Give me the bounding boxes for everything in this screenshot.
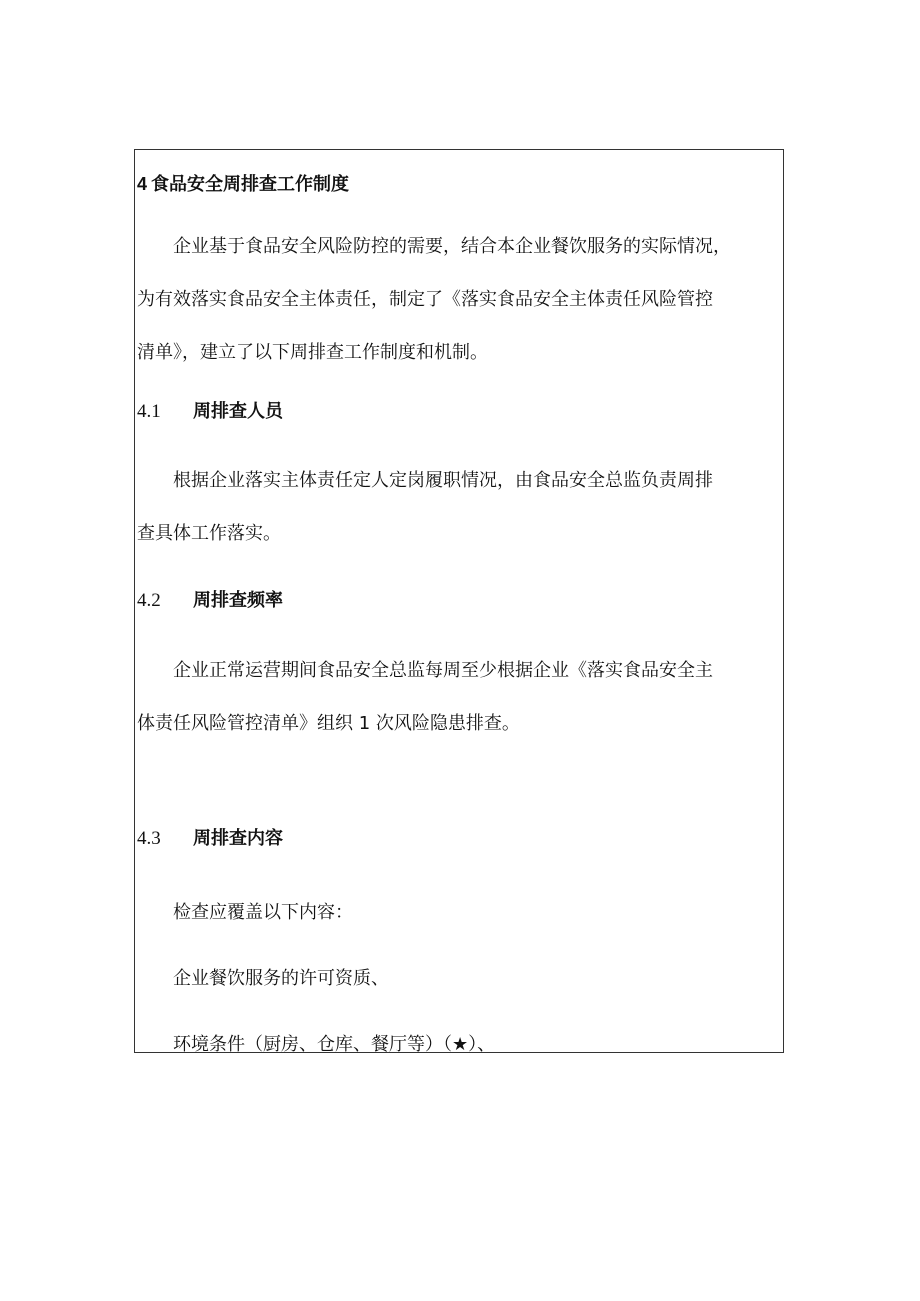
section-4-3-heading: [137, 811, 283, 867]
section-4-3-number: 4.3: [137, 828, 161, 849]
section-4-1-body: [137, 454, 783, 560]
section-4-number: 4: [137, 174, 148, 194]
section-4-2-body: [137, 644, 783, 750]
section-4-2-body-line: 体责任风险管控清单》组织 1 次风险隐患排查。: [137, 713, 520, 734]
section-4-3-item: 企业餐饮服务的许可资质、: [173, 968, 389, 989]
section-4-3-title: 周排查内容: [193, 828, 283, 849]
section-4-3-items: [137, 880, 783, 1078]
section-4-2-heading: [137, 573, 283, 629]
section-4-1-body-line: 根据企业落实主体责任定人定岗履职情况，由食品安全总监负责周排: [173, 470, 713, 491]
document-frame: [134, 149, 784, 1053]
section-4-intro: [137, 220, 783, 379]
section-4-1-title: 周排查人员: [193, 401, 283, 422]
section-4-2-body-line: 企业正常运营期间食品安全总监每周至少根据企业《落实食品安全主: [173, 660, 713, 681]
section-4-2-number: 4.2: [137, 590, 161, 611]
section-4-3-item: 检查应覆盖以下内容：: [173, 902, 353, 923]
section-4-heading: [137, 156, 349, 213]
section-4-1-heading: [137, 384, 283, 440]
section-4-intro-line: 企业基于食品安全风险防控的需要，结合本企业餐饮服务的实际情况，: [173, 236, 731, 257]
section-4-intro-line: 清单》，建立了以下周排查工作制度和机制。: [137, 342, 488, 363]
section-4-intro-line: 为有效落实食品安全主体责任，制定了《落实食品安全主体责任风险管控: [137, 289, 713, 310]
section-4-1-body-line: 查具体工作落实。: [137, 523, 281, 544]
section-4-2-title: 周排查频率: [193, 590, 283, 611]
section-4-1-number: 4.1: [137, 401, 161, 422]
section-4-3-item: 环境条件（厨房、仓库、餐厅等）（★）、: [173, 1034, 496, 1055]
section-4-title: 食品安全周排查工作制度: [151, 174, 350, 195]
